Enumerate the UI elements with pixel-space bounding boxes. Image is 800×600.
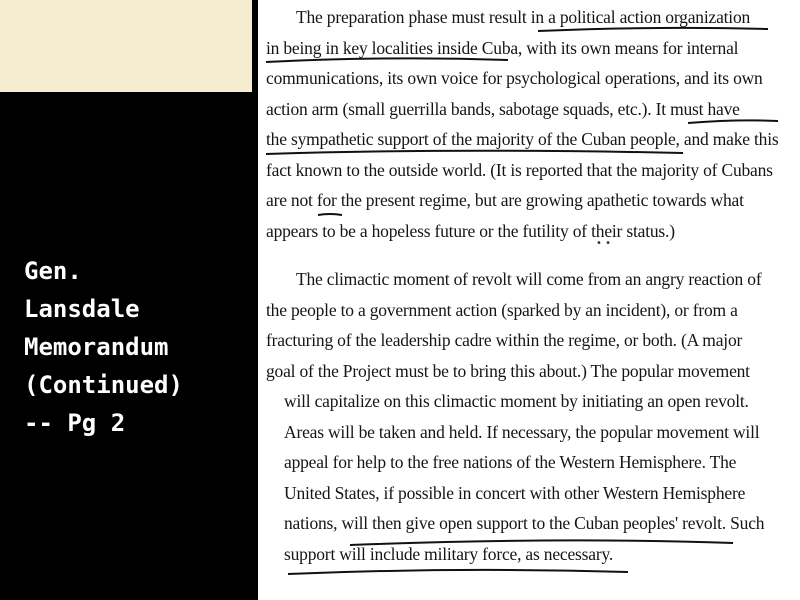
- slide-title: [24, 252, 250, 442]
- document-line: fracturing of the leadership cadre within the regime, or both. (A major: [266, 330, 743, 350]
- document-line: The climactic moment of revolt will come from an angry reaction of: [296, 269, 762, 289]
- document-line: goal of the Project must be to bring this about.) The popular movement: [266, 360, 750, 381]
- slide-title-line: (Continued): [24, 371, 183, 399]
- document-line: will capitalize on this climactic moment by initiating an open revolt.: [284, 391, 749, 411]
- underline-mark: [288, 570, 628, 574]
- scan-speck: • •: [596, 238, 611, 249]
- slide-title-line: -- Pg 2: [24, 409, 126, 437]
- document-line: action arm (small guerrilla bands, sabotage squads, etc.). It must have: [266, 98, 740, 119]
- slide-title-line: Lansdale: [24, 295, 140, 323]
- document-line: support will include military force, as necessary.: [284, 543, 614, 564]
- document-line: the people to a government action (sparked by an incident), or from a: [266, 299, 738, 320]
- document-line: The preparation phase must result in a political action organization: [296, 7, 751, 27]
- document-line: appeal for help to the free nations of the Western Hemisphere. The: [284, 452, 737, 472]
- document-line: in being in key localities inside Cuba, with its own means for internal: [266, 37, 739, 58]
- top-left-accent-band: [0, 0, 252, 92]
- document-line: appears to be a hopeless future or the futility of their status.): [266, 220, 675, 241]
- document-line: nations, will then give open support to the Cuban peoples' revolt. Such: [284, 513, 765, 533]
- slide-title-line: Memorandum: [24, 333, 169, 361]
- document-line: are not for the present regime, but are growing apathetic towards what: [266, 190, 744, 210]
- document-paragraph-1: [266, 2, 790, 246]
- document-line: United States, if possible in concert with other Western Hemisphere: [284, 482, 746, 503]
- slide-title-line: Gen.: [24, 257, 82, 285]
- scanned-document: [258, 0, 800, 600]
- document-line: Areas will be taken and held. If necessary, the popular movement will: [284, 421, 760, 442]
- document-line: the sympathetic support of the majority of the Cuban people, and make this: [266, 129, 779, 149]
- document-paragraph-2: [266, 264, 790, 569]
- document-line: communications, its own voice for psychological operations, and its own: [266, 68, 763, 88]
- document-line: fact known to the outside world. (It is reported that the majority of Cubans: [266, 159, 773, 180]
